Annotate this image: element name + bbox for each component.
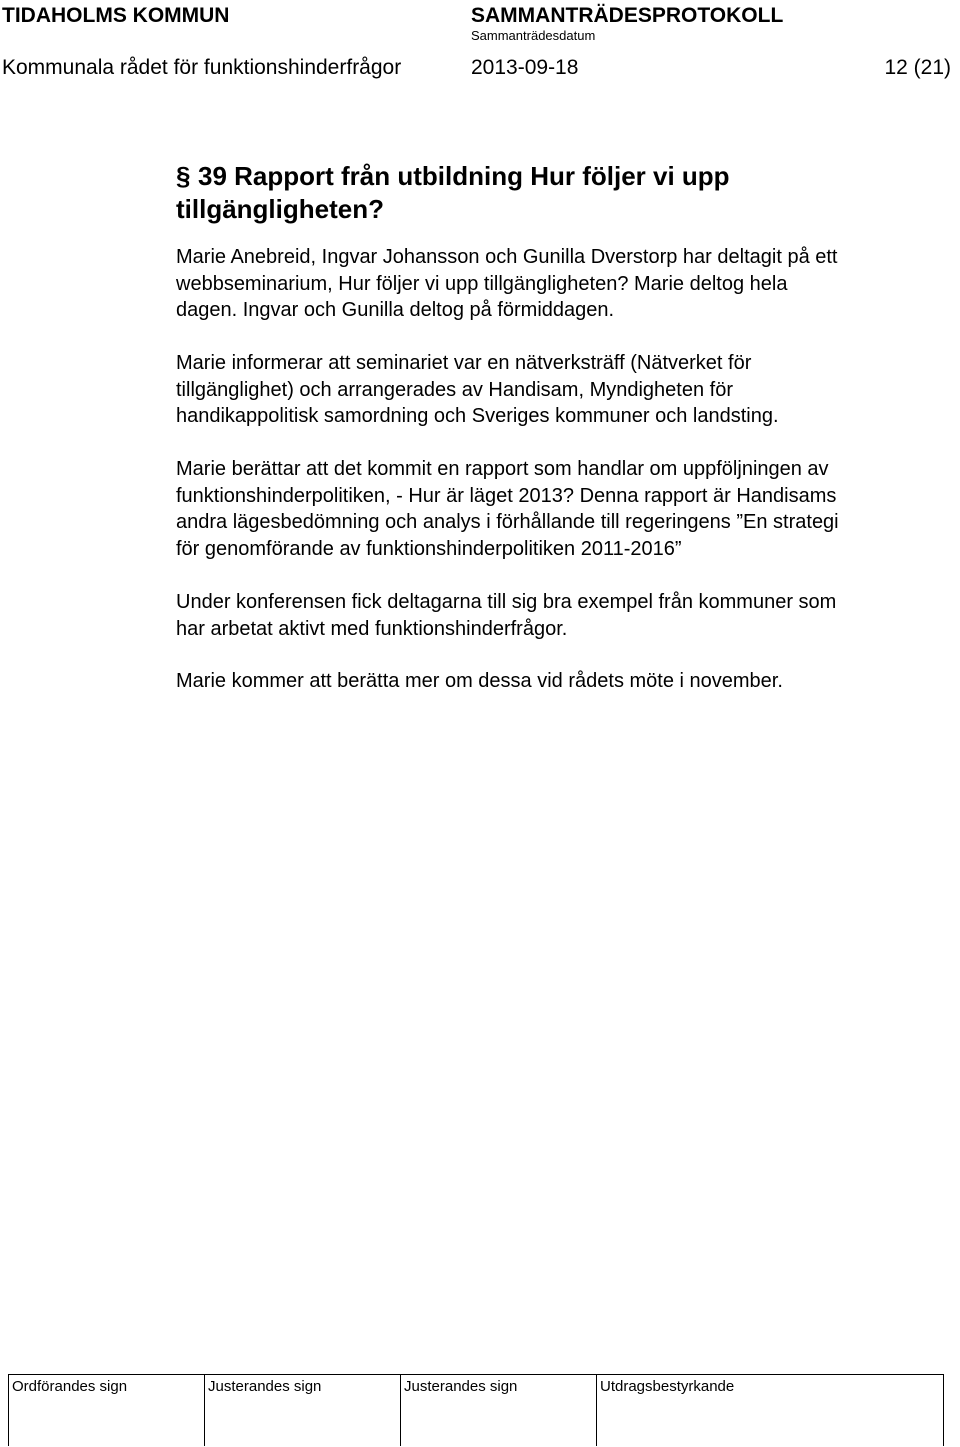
adjuster-sign-cell	[204, 1374, 400, 1446]
section-symbol: §	[176, 161, 191, 191]
paragraph-network-meeting	[176, 350, 946, 430]
section-heading-line-1	[176, 160, 896, 193]
extract-certification-cell	[596, 1374, 944, 1446]
text-line: dagen. Ingvar och Gunilla deltog på förmiddagen.	[176, 299, 615, 322]
chair-sign-cell	[8, 1374, 204, 1446]
text-line: Marie kommer att berätta mer om dessa vid rådets möte i november.	[176, 670, 783, 692]
text-line: har arbetat aktivt med funktionshinderfrågor.	[176, 617, 568, 640]
text-line: funktionshinderpolitiken, - Hur är läget 2013? Denna rapport är Handisams	[176, 484, 837, 507]
paragraph-participants	[176, 244, 946, 324]
paragraph-conference	[176, 589, 946, 642]
section-title-text: 39 Rapport från utbildning Hur följer vi upp	[198, 161, 730, 191]
extract-certification-label: Utdragsbestyrkande	[600, 1378, 735, 1395]
chair-sign-label: Ordförandes sign	[12, 1378, 128, 1395]
text-line: Marie Anebreid, Ingvar Johansson och Gunilla Dverstorp har deltagit på ett	[176, 246, 838, 268]
text-line: Marie informerar att seminariet var en nätverksträff (Nätverket för	[176, 352, 752, 374]
document-type: SAMMANTRÄDESPROTOKOLL	[471, 4, 784, 27]
text-line: Marie berättar att det kommit en rapport som handlar om uppföljningen av	[176, 458, 829, 480]
text-line: för genomförande av funktionshinderpolitiken 2011-2016”	[176, 537, 682, 560]
paragraph-report	[176, 456, 946, 562]
section-heading-line-2: tillgängligheten?	[176, 194, 384, 224]
adjuster-sign-cell	[400, 1374, 596, 1446]
signature-footer	[8, 1374, 944, 1446]
paragraph-followup	[176, 668, 946, 695]
text-line: webbseminarium, Hur följer vi upp tillgängligheten? Marie deltog hela	[176, 272, 788, 295]
adjuster-sign-label: Justerandes sign	[208, 1378, 322, 1395]
text-line: tillgänglighet) och arrangerades av Handisam, Myndigheten för	[176, 378, 733, 401]
adjuster-sign-label: Justerandes sign	[404, 1378, 518, 1395]
text-line: handikappolitisk samordning och Sveriges kommuner och landsting.	[176, 405, 779, 428]
organization-name: TIDAHOLMS KOMMUN	[2, 4, 230, 27]
meeting-date: 2013-09-18	[471, 56, 579, 79]
date-label: Sammanträdesdatum	[471, 28, 596, 43]
text-line: Under konferensen fick deltagarna till sig bra exempel från kommuner som	[176, 591, 837, 613]
text-line: andra lägesbedömning och analys i förhållande till regeringens ”En strategi	[176, 511, 839, 534]
section-heading	[176, 160, 896, 226]
page-number: 12 (21)	[884, 56, 951, 79]
body-name: Kommunala rådet för funktionshinderfrågor	[2, 56, 402, 79]
